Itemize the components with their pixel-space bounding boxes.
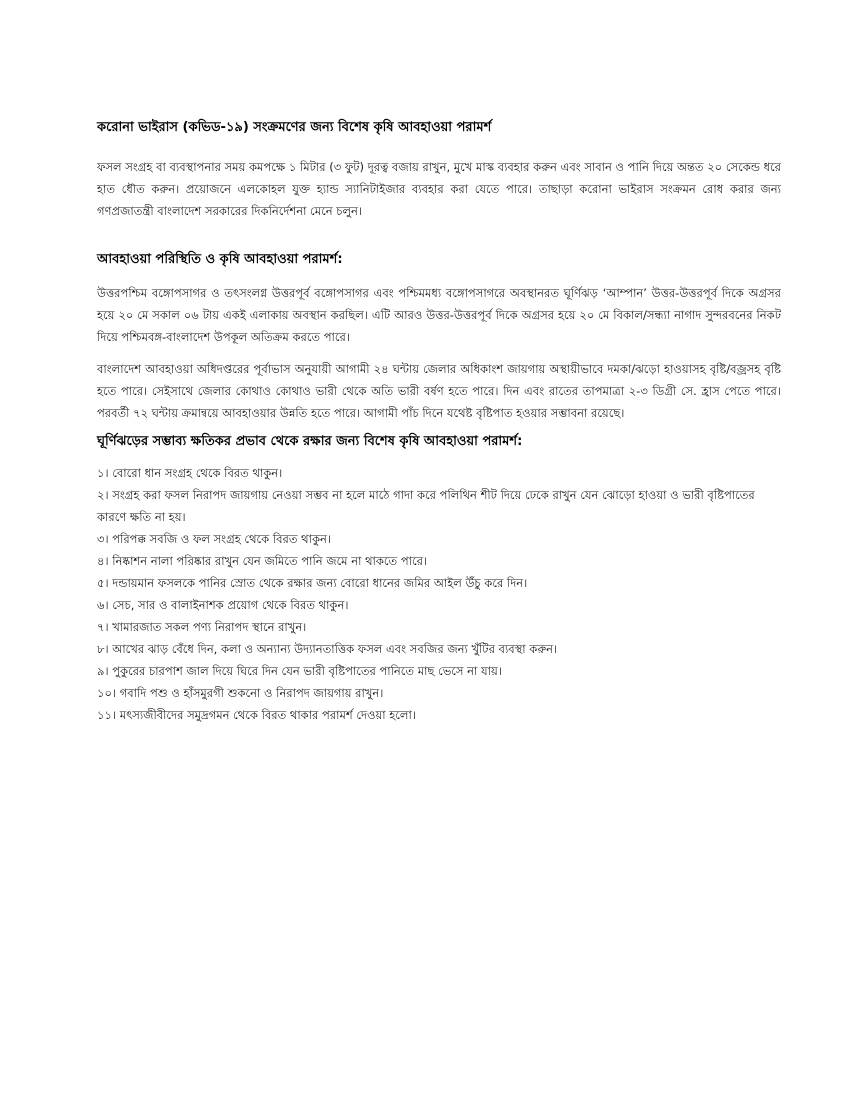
cyclone-advisory-heading: ঘূর্ণিঝড়ের সম্ভাব্য ক্ষতিকর প্রভাব থেকে রক্ষার জন্য বিশেষ কৃষি আবহাওয়া পরামর্শ: xyxy=(97,434,523,449)
list-item: ৫। দন্ডায়মান ফসলকে পানির স্রোত থেকে রক্ষার জন্য বোরো ধানের জমির আইল উঁচু করে দিন। xyxy=(97,576,528,590)
cyclone-advisory-list xyxy=(97,462,781,726)
list-item: ৮। আখের ঝাড় বেঁধে দিন, কলা ও অন্যান্য উদ্যানতাত্তিক ফসল এবং সবজির জন্য খুঁটির ব্যবস্থা করুন। xyxy=(97,642,558,656)
covid-advisory-paragraph: ফসল সংগ্রহ বা ব্যবস্থাপনার সময় কমপক্ষে ১ মিটার (৩ ফুট) দূরত্ব বজায় রাখুন, মুখে মাস্ক ব্যবহার করুন এবং সাবান ও পানি দিয়ে অন্তত ২০ সেকেন্ড ধরে হাত ধৌত করুন। প্রয়োজনে এলকোহল যুক্ত হ্যান্ড স্যানিটাইজার ব্যবহার করা যেতে পারে। তাছাড়া করোনা ভাইরাস সংক্রমন রোধ করার জন্য গণপ্রজাতন্ত্রী বাংলাদেশ সরকারের দিকনির্দেশনা মেনে চলুন। xyxy=(97,160,781,218)
list-item: ৭। খামারজাত সকল পণ্য নিরাপদ স্থানে রাখুন। xyxy=(97,620,307,634)
list-item: ৬। সেচ, সার ও বালাইনাশক প্রয়োগ থেকে বিরত থাকুন। xyxy=(97,598,349,612)
weather-situation-heading: আবহাওয়া পরিস্থিতি ও কৃষি আবহাওয়া পরামর্শ: xyxy=(97,252,343,267)
list-item: ১০। গবাদি পশু ও হাঁসমুরগী শুকনো ও নিরাপদ জায়গায় রাখুন। xyxy=(97,686,384,700)
weather-forecast-paragraph: বাংলাদেশ আবহাওয়া অধিদপ্তরের পূর্বাভাস অনুযায়ী আগামী ২৪ ঘন্টায় জেলার অধিকাংশ জায়গায় অস্থায়ীভাবে দমকা/ঝড়ো হাওয়াসহ বৃষ্টি/বজ্রসহ বৃষ্টি হতে পারে। সেইসাথে জেলার কোথাও কোথাও ভারী থেকে অতি ভারী বর্ষণ হতে পারে। দিন এবং রাতের তাপমাত্রা ২-৩ ডিগ্রী সে. হ্রাস পেতে পারে। পরবর্তী ৭২ ঘন্টায় ক্রমান্বয়ে আবহাওয়ার উন্নতি হতে পারে। আগামী পাঁচ দিনে যথেষ্ট বৃষ্টিপাত হওয়ার সম্ভাবনা রয়েছে। xyxy=(97,362,781,420)
list-item: ১১। মৎস্যজীবীদের সমুদ্রগমন থেকে বিরত থাকার পরামর্শ দেওয়া হলো। xyxy=(97,708,416,722)
weather-cyclone-paragraph: উত্তরপশ্চিম বঙ্গোপসাগর ও তৎসংলগ্ন উত্তরপূর্ব বঙ্গোপসাগর এবং পশ্চিমমধ্য বঙ্গোপসাগরে অবস্থানরত ঘূর্ণিঝড় ‘আম্পান’ উত্তর-উত্তরপূর্ব দিকে অগ্রসর হয়ে ২০ মে সকাল ০৬ টায় একই এলাকায় অবস্থান করছিল। এটি আরও উত্তর-উত্তরপূর্ব দিকে অগ্রসর হয়ে ২০ মে বিকাল/সন্ধ্যা নাগাদ সুন্দরবনের নিকট দিয়ে পশ্চিমবঙ্গ-বাংলাদেশ উপকূল অতিক্রম করতে পারে। xyxy=(97,286,781,344)
list-item: ১। বোরো ধান সংগ্রহ থেকে বিরত থাকুন। xyxy=(97,466,283,480)
covid-advisory-heading: করোনা ভাইরাস (কভিড-১৯) সংক্রমণের জন্য বিশেষ কৃষি আবহাওয়া পরামর্শ xyxy=(97,120,492,135)
document-content xyxy=(97,118,781,726)
list-item: ৩। পরিপক্ক সবজি ও ফল সংগ্রহ থেকে বিরত থাকুন। xyxy=(97,532,331,546)
list-item: ৪। নিষ্কাশন নালা পরিষ্কার রাখুন যেন জমিতে পানি জমে না থাকতে পারে। xyxy=(97,554,428,568)
list-item: ২। সংগ্রহ করা ফসল নিরাপদ জায়গায় নেওয়া সম্ভব না হলে মাঠে গাদা করে পলিথিন শীট দিয়ে ঢেকে রাখুন যেন ঝোড়ো হাওয়া ও ভারী বৃষ্টিপাতের কারণে ক্ষতি না হয়। xyxy=(97,488,755,524)
list-item: ৯। পুকুরের চারপাশ জাল দিয়ে ঘিরে দিন যেন ভারী বৃষ্টিপাতের পানিতে মাছ ভেসে না যায়। xyxy=(97,664,502,678)
